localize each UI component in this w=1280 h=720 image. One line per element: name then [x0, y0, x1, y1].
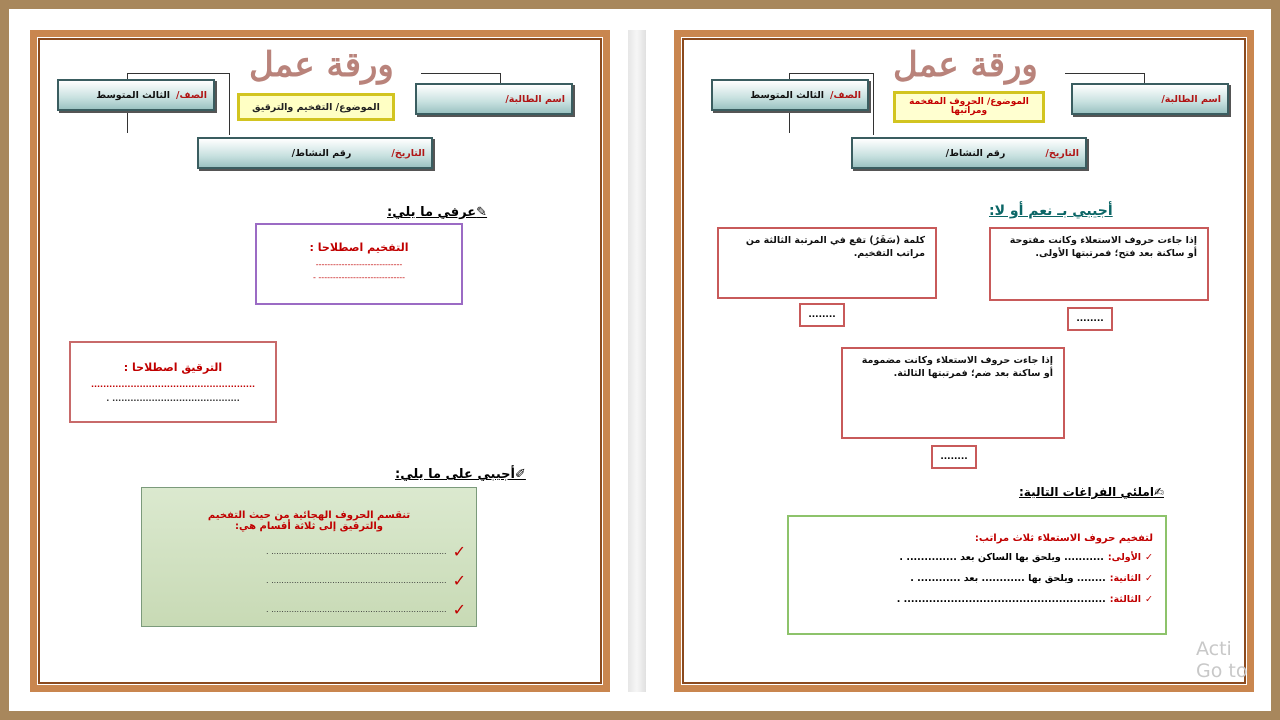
connector-line [873, 73, 874, 135]
rank-label: الأولى: [1107, 552, 1142, 563]
list-item [142, 600, 466, 619]
topic-box: الموضوع/ التفخيم والترقيق [237, 93, 395, 121]
checkmark-icon: ✓ [1145, 552, 1153, 563]
answer-box-3[interactable]: ........ [931, 445, 977, 469]
topic-box: الموضوع/ الحروف المفخمة ومراتبها [893, 91, 1045, 123]
question-box-2: كلمة (سَقَرٌ) تقع في المرتبة الثالثة من مراتب التفخيم. [717, 227, 937, 299]
activity-number-label: رقم النشاط/ [945, 147, 1006, 159]
fill-blanks-box[interactable] [787, 515, 1167, 635]
yes-no-heading: أجيبي بـ نعم أو لا: [989, 203, 1113, 219]
puzzle-icon: ✐ [514, 467, 526, 482]
checkmark-icon: ✓ [452, 571, 466, 590]
watermark-line-1: Acti [1196, 638, 1232, 660]
tafkhim-definition-title: التفخيم اصطلاحا : [309, 241, 409, 254]
answer-box-2[interactable]: ........ [799, 303, 845, 327]
answer-line: ..................................................................... . [266, 605, 447, 614]
student-name-box[interactable] [1071, 83, 1229, 115]
checkmark-icon: ✓ [1145, 594, 1153, 605]
fill-blanks-title: لتفخيم حروف الاستعلاء ثلاث مراتب: [974, 533, 1153, 544]
answer-line: .......................................... . [106, 393, 240, 403]
answer-line: ------------------------------ - [312, 273, 406, 282]
tarqiq-definition-box[interactable] [69, 341, 277, 423]
date-activity-box[interactable] [851, 137, 1087, 169]
pen-icon: ✍ [1153, 485, 1164, 499]
question-box-1: إذا جاءت حروف الاستعلاء وكانت مفتوحة أو ساكنة بعد فتح؛ فمرتبتها الأولى. [989, 227, 1209, 301]
date-activity-box[interactable] [197, 137, 433, 169]
answer-line: ..................................................................... . [266, 547, 447, 556]
division-question-line2: والترقيق إلى ثلاثة أقسام هي: [234, 521, 384, 532]
student-name-label: اسم الطالبة/ [505, 93, 565, 105]
rank-text: ........... ويلحق بها الساكن بعد .............. . [899, 552, 1104, 563]
answer-box-1[interactable]: ........ [1067, 307, 1113, 331]
pencil-icon: ✎ [476, 205, 488, 220]
tarqiq-definition-title: الترقيق اصطلاحا : [123, 361, 223, 374]
grade-label: الصف/ [830, 89, 861, 101]
student-name-box[interactable] [415, 83, 573, 115]
question-box-3: إذا جاءت حروف الاستعلاء وكانت مضمومة أو ساكنة بعد ضم؛ فمرتبتها الثالثة. [841, 347, 1065, 439]
checkmark-icon: ✓ [452, 542, 466, 561]
worksheet-page-right [674, 30, 1254, 692]
grade-box [711, 79, 869, 111]
activation-watermark [1196, 638, 1247, 682]
activity-number-label: رقم النشاط/ [291, 147, 352, 159]
checkmark-icon: ✓ [1145, 573, 1153, 584]
tafkhim-definition-box[interactable] [255, 223, 463, 305]
list-item [789, 594, 1153, 605]
worksheet-title: ورقة عمل [249, 45, 394, 85]
checkmark-icon: ✓ [452, 600, 466, 619]
fill-blanks-heading: ✍املئي الفراغات التالية: [1019, 485, 1164, 499]
rank-label: الثانية: [1109, 573, 1142, 584]
list-item [789, 573, 1153, 584]
grade-label: الصف/ [176, 89, 207, 101]
division-question-line1: تنقسم الحروف الهجائية من حيث التفخيم [207, 510, 411, 521]
worksheet-page-left [30, 30, 610, 692]
watermark-line-2: Go to [1196, 660, 1248, 682]
rank-text: ........ ويلحق بها ............ بعد ............ . [910, 573, 1106, 584]
answer-heading: ✐أجيبي على ما يلي: [395, 467, 526, 482]
list-item [142, 571, 466, 590]
letters-division-box[interactable] [141, 487, 477, 627]
rank-label: الثالثة: [1109, 594, 1142, 605]
grade-box [57, 79, 215, 111]
answer-line: ..................................................................... . [266, 576, 447, 585]
list-item [789, 552, 1153, 563]
list-item [142, 542, 466, 561]
answer-line: ------------------------------ [315, 260, 403, 269]
student-name-label: اسم الطالبة/ [1161, 93, 1221, 105]
define-heading: ✎عرفي ما يلي: [387, 205, 488, 220]
answer-line: ...................................................... [90, 379, 256, 389]
date-label: التاريخ/ [391, 147, 425, 159]
rank-text: ........................................................ . [896, 594, 1106, 605]
connector-line [229, 73, 230, 135]
page-gutter [628, 30, 646, 692]
grade-value: الثالث المتوسط [96, 89, 171, 101]
worksheet-title: ورقة عمل [893, 45, 1038, 85]
grade-value: الثالث المتوسط [750, 89, 825, 101]
date-label: التاريخ/ [1045, 147, 1079, 159]
